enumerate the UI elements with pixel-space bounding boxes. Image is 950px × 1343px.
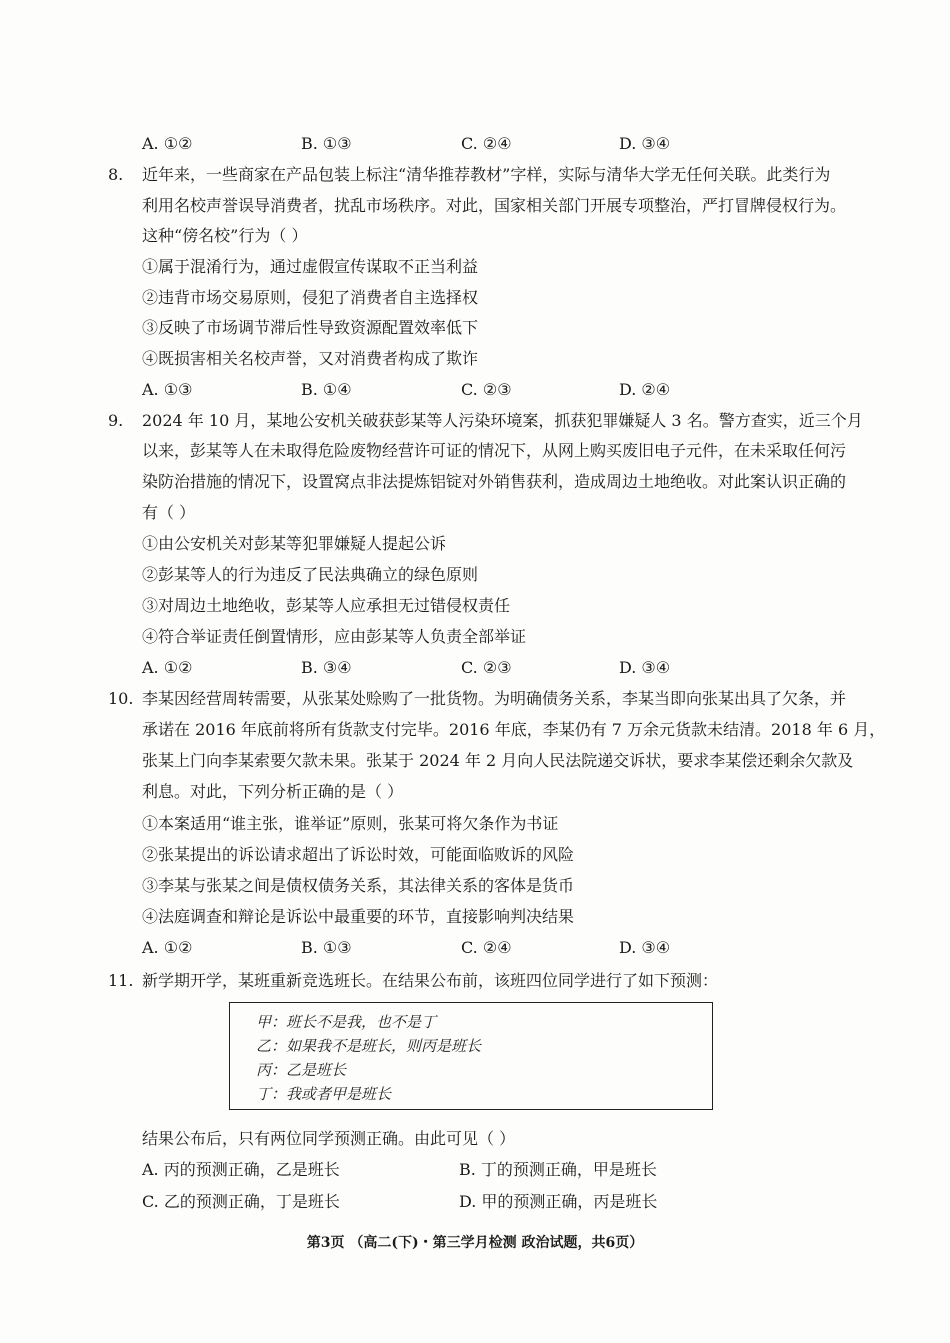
q8-option-a[interactable]: A. ①③ — [142, 380, 193, 399]
q10-option-c[interactable]: C. ②④ — [461, 938, 512, 957]
q9-option-d[interactable]: D. ③④ — [619, 658, 671, 677]
q9-option-b[interactable]: B. ③④ — [301, 658, 352, 677]
question-stem-line: 利息。对此，下列分析正确的是（ ） — [142, 782, 404, 801]
question-stem-line: 2024 年 10 月，某地公安机关破获彭某等人污染环境案，抓获犯罪嫌疑人 3 名。警方查实，近三个月 — [142, 411, 863, 430]
question-stem-line: 利用名校声誉误导消费者，扰乱市场秩序。对此，国家相关部门开展专项整治，严打冒牌侵权行为。 — [142, 196, 847, 215]
q9-option-c[interactable]: C. ②③ — [461, 658, 512, 677]
statement: ①本案适用“谁主张，谁举证”原则，张某可将欠条作为书证 — [142, 814, 559, 833]
statement: ③李某与张某之间是债权债务关系，其法律关系的客体是货币 — [142, 876, 575, 895]
q10-option-d[interactable]: D. ③④ — [619, 938, 671, 957]
q8-option-b[interactable]: B. ①④ — [301, 380, 352, 399]
statement: ①属于混淆行为，通过虚假宣传谋取不正当利益 — [142, 257, 479, 276]
question-number: 9. — [108, 411, 124, 430]
q8-option-d[interactable]: D. ②④ — [619, 380, 671, 399]
statement: ④法庭调查和辩论是诉讼中最重要的环节，直接影响判决结果 — [142, 907, 575, 926]
q11-option-c[interactable]: C. 乙的预测正确，丁是班长 — [142, 1192, 340, 1211]
statement: ②张某提出的诉讼请求超出了诉讼时效，可能面临败诉的风险 — [142, 845, 575, 864]
question-stem-line: 染防治措施的情况下，设置窝点非法提炼铝锭对外销售获利，造成周边土地绝收。对此案认识正确的 — [142, 472, 847, 491]
q7-option-c[interactable]: C. ②④ — [461, 134, 512, 153]
statement: ③反映了市场调节滞后性导致资源配置效率低下 — [142, 318, 479, 337]
prediction-ding: 丁：我或者甲是班长 — [256, 1085, 392, 1103]
prediction-jia: 甲：班长不是我，也不是丁 — [256, 1013, 437, 1031]
q7-option-a[interactable]: A. ①② — [142, 134, 193, 153]
q11-option-a[interactable]: A. 丙的预测正确，乙是班长 — [142, 1160, 340, 1179]
statement: ③对周边土地绝收，彭某等人应承担无过错侵权责任 — [142, 596, 511, 615]
statement: ④符合举证责任倒置情形，应由彭某等人负责全部举证 — [142, 627, 527, 646]
statement: ②违背市场交易原则，侵犯了消费者自主选择权 — [142, 288, 479, 307]
question-number: 10. — [108, 689, 134, 708]
question-stem-line: 李某因经营周转需要，从张某处赊购了一批货物。为明确债务关系，李某当即向张某出具了欠条，并 — [142, 689, 847, 708]
statement: ①由公安机关对彭某等犯罪嫌疑人提起公诉 — [142, 534, 447, 553]
statement: ④既损害相关名校声誉，又对消费者构成了欺诈 — [142, 349, 479, 368]
q9-option-a[interactable]: A. ①② — [142, 658, 193, 677]
q7-option-d[interactable]: D. ③④ — [619, 134, 671, 153]
question-stem-line: 承诺在 2016 年底前将所有货款支付完毕。2016 年底，李某仍有 7 万余元货款未结清。2018 年 6 月， — [142, 720, 886, 739]
q8-option-c[interactable]: C. ②③ — [461, 380, 512, 399]
prediction-yi: 乙：如果我不是班长，则丙是班长 — [256, 1037, 482, 1055]
question-stem-line: 张某上门向李某索要欠款未果。张某于 2024 年 2 月向人民法院递交诉状，要求李某偿还剩余欠款及 — [142, 751, 854, 770]
question-stem-line: 近年来，一些商家在产品包装上标注“清华推荐教材”字样，实际与清华大学无任何关联。此类行为 — [142, 165, 831, 184]
q11-option-d[interactable]: D. 甲的预测正确，丙是班长 — [459, 1192, 658, 1211]
question-stem-line: 有（ ） — [142, 503, 196, 522]
q7-option-b[interactable]: B. ①③ — [301, 134, 352, 153]
q10-option-b[interactable]: B. ①③ — [301, 938, 352, 957]
statement: ②彭某等人的行为违反了民法典确立的绿色原则 — [142, 565, 479, 584]
question-stem-line: 新学期开学，某班重新竞选班长。在结果公布前，该班四位同学进行了如下预测： — [142, 971, 719, 990]
question-stem-line: 以来，彭某等人在未取得危险废物经营许可证的情况下，从网上购买废旧电子元件，在未采取任何污 — [142, 441, 847, 460]
q11-option-b[interactable]: B. 丁的预测正确，甲是班长 — [459, 1160, 657, 1179]
page-footer: 第3页 （高二(下)・第三学月检测 政治试题，共6页） — [306, 1235, 644, 1251]
prediction-bing: 丙：乙是班长 — [256, 1061, 347, 1079]
question-stem-line: 结果公布后，只有两位同学预测正确。由此可见（ ） — [142, 1129, 516, 1148]
question-number: 11. — [108, 971, 134, 990]
q10-option-a[interactable]: A. ①② — [142, 938, 193, 957]
question-stem-line: 这种“傍名校”行为（ ） — [142, 226, 308, 245]
question-number: 8. — [108, 165, 124, 184]
